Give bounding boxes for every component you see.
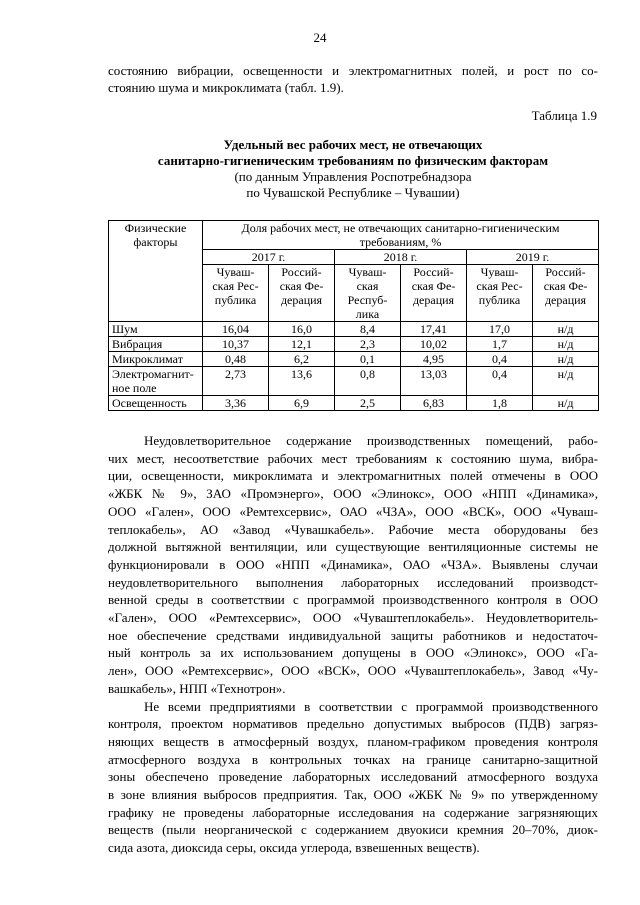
factor-cell: Микроклимат	[109, 352, 203, 367]
region-header: Чуваш-ская Рес-публика	[467, 265, 533, 322]
factor-cell: Освещенность	[109, 396, 203, 411]
text-line: сида азота, диоксида серы, оксида углерода, взвешенных веществ).	[108, 840, 480, 856]
text-line: зоны обеспечено проведение лабораторных исследований атмосферного воздуха	[108, 769, 598, 785]
text-line: графику не проведены лабораторные исследования на содержание загрязняющих	[108, 804, 598, 820]
value-cell: 6,9	[269, 396, 335, 411]
value-cell: 4,95	[401, 352, 467, 367]
text-line: няющих веществ в атмосферный воздух, планом-графиком проведения контроля	[108, 733, 598, 749]
text-line: ции, освещенности, микроклимата и электромагнитных полей отмечены в ООО	[108, 468, 598, 484]
value-cell: 17,0	[467, 322, 533, 337]
table-row	[109, 352, 599, 367]
text-line: ное обеспечение средствами индивидуальной защиты работников и недостаточ-	[108, 627, 598, 643]
factor-cell: Вибрация	[109, 337, 203, 352]
share-header: Доля рабочих мест, не отвечающих санитарно-гигиеническим требованиям, %	[203, 221, 599, 250]
factor-cell: Электромагнит-ное поле	[109, 367, 203, 396]
text-line: «ЖБК № 9», ЗАО «Промэнерго», ООО «Элинокс», ООО «НПП «Динамика»,	[108, 486, 598, 502]
text-line: «Гален», ООО «Ремтехсервис», ООО «Чуваштеплокабель». Неудовлетворитель-	[108, 610, 598, 626]
title-line: санитарно-гигиеническим требованиям по физическим факторам	[157, 153, 549, 168]
value-cell: 13,6	[269, 367, 335, 396]
year-header: 2019 г.	[467, 250, 599, 265]
value-cell: 0,8	[335, 367, 401, 396]
text-line: ООО «Гален», ООО «Ремтехсервис», ОАО «ЧЗА», ООО «ВСК», ООО «Чуваш-	[108, 503, 598, 519]
value-cell: н/д	[533, 322, 599, 337]
text-line: неудовлетворительного выполнения лабораторных исследований производст-	[108, 574, 598, 590]
subtitle-line: (по данным Управления Роспотребнадзора	[234, 169, 472, 184]
text-line: чих мест, несоответствие рабочих мест требованиям к состоянию шума, вибра-	[108, 450, 598, 466]
text-line: венной среды в соответствии с программой производственного контроля в ООО	[108, 592, 598, 608]
text-line: должной вытяжной вентиляции, или существующие вентиляционные системы не	[108, 539, 598, 555]
year-header: 2017 г.	[203, 250, 335, 265]
value-cell: 6,2	[269, 352, 335, 367]
table-row	[109, 337, 599, 352]
value-cell: 2,5	[335, 396, 401, 411]
text-line: функционировали в ООО «НПП «Динамика», ОАО «ЧЗА». Выявлены случаи	[108, 556, 598, 572]
table-row	[109, 396, 599, 411]
factor-cell: Шум	[109, 322, 203, 337]
value-cell: н/д	[533, 396, 599, 411]
text-line: лен», ООО «Ремтехсервис», ООО «ВСК», ООО «Чуваштеплокабель», Завод «Чу-	[108, 663, 598, 679]
value-cell: 10,02	[401, 337, 467, 352]
value-cell: 2,73	[203, 367, 269, 396]
text-line: теплокабель», АО «Завод «Чувашкабель». Рабочие места оборудованы без	[108, 521, 598, 537]
page-number: 24	[313, 30, 327, 45]
region-header: Чуваш-ская Рес-публика	[203, 265, 269, 322]
value-cell: н/д	[533, 352, 599, 367]
value-cell: 6,83	[401, 396, 467, 411]
table-label: Таблица 1.9	[531, 108, 597, 123]
table-row	[109, 367, 599, 396]
value-cell: 0,1	[335, 352, 401, 367]
table-row	[109, 322, 599, 337]
value-cell: 0,4	[467, 367, 533, 396]
year-header: 2018 г.	[335, 250, 467, 265]
value-cell: н/д	[533, 337, 599, 352]
region-header: Россий-ская Фе-дерация	[401, 265, 467, 322]
value-cell: 10,37	[203, 337, 269, 352]
value-cell: 2,3	[335, 337, 401, 352]
text-line: Не всеми предприятиями в соответствии с программой производственного	[144, 698, 598, 714]
text-line: контроля, проектом нормативов предельно допустимых выбросов (ПДВ) загряз-	[108, 716, 598, 732]
region-header: Чуваш-ская Респуб-лика	[335, 265, 401, 322]
text-line: ный контроль за их использованием допущены в ООО «Элинокс», ООО «Га-	[108, 645, 598, 661]
value-cell: 16,0	[269, 322, 335, 337]
value-cell: 1,7	[467, 337, 533, 352]
factor-header: Физические факторы	[109, 221, 203, 322]
value-cell: 13,03	[401, 367, 467, 396]
text-line: Неудовлетворительное содержание производственных помещений, рабо-	[144, 433, 598, 448]
region-header: Россий-ская Фе-дерация	[269, 265, 335, 322]
value-cell: 12,1	[269, 337, 335, 352]
intro-paragraph	[108, 62, 598, 96]
title-line: Удельный вес рабочих мест, не отвечающих	[223, 137, 483, 152]
value-cell: 1,8	[467, 396, 533, 411]
value-cell: 0,4	[467, 352, 533, 367]
value-cell: 8,4	[335, 322, 401, 337]
value-cell: 16,04	[203, 322, 269, 337]
value-cell: 17,41	[401, 322, 467, 337]
text-line: стоянию шума и микроклимата (табл. 1.9).	[108, 80, 344, 95]
text-line: состоянию вибрации, освещенности и электромагнитных полей, и рост по со-	[108, 63, 598, 78]
text-line: атмосферного воздуха в контрольных точках на границе санитарно-защитной	[108, 751, 598, 767]
text-line: в зоне влияния выбросов предприятия. Так, ООО «ЖБК № 9» по утвержденному	[108, 787, 598, 803]
table-title	[108, 137, 598, 201]
value-cell: 3,36	[203, 396, 269, 411]
value-cell: н/д	[533, 367, 599, 396]
subtitle-line: по Чувашской Республике – Чувашии)	[246, 185, 460, 200]
value-cell: 0,48	[203, 352, 269, 367]
region-header: Россий-ская Фе-дерация	[533, 265, 599, 322]
text-line: веществ (пыли неорганической с содержанием двуокиси кремния 20–70%, диок-	[108, 822, 598, 838]
text-line: вашкабель», НПП «Технотрон».	[108, 680, 286, 696]
body-paragraphs	[108, 432, 598, 857]
physical-factors-table	[108, 220, 599, 411]
